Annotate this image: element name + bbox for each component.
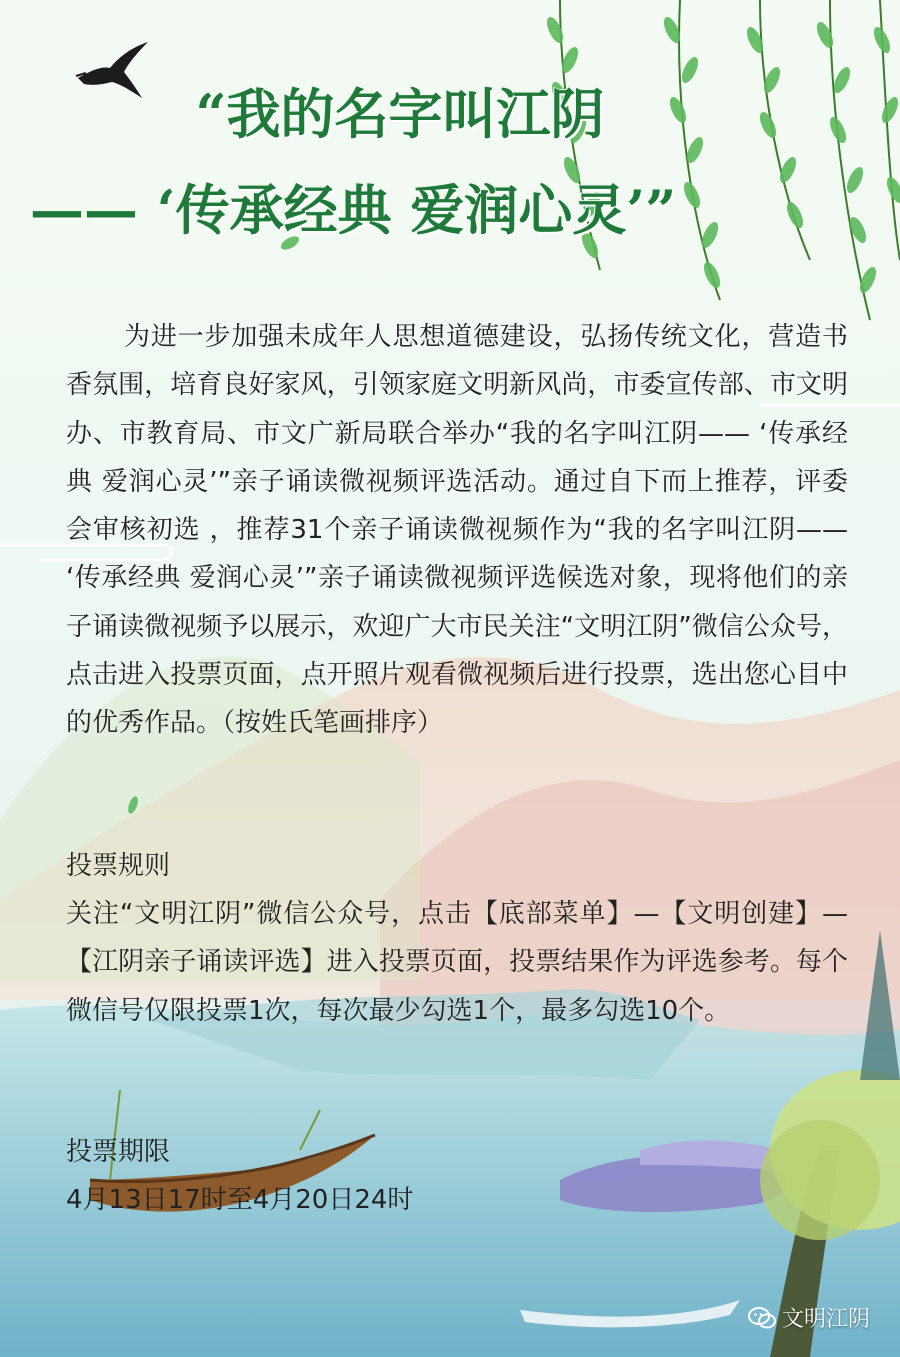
rules-heading: 投票规则 — [66, 851, 171, 881]
period-text: 4月13日17时至4月20日24时 — [66, 1185, 414, 1215]
intro-paragraph: 为进一步加强未成年人思想道德建设，弘扬传统文化，营造书香氛围，培育良好家风，引领家庭文明新风尚，市委宣传部、市文明办、市教育局、市文广新局联合举办“我的名字叫江阴—— ‘传承经典 爱润心灵’”亲子诵读微视频评选活动。通过自下而上推荐，评委会审核初选 ，推荐31个亲子诵读微视频作为“我的名字叫江阴—— ‘传承经典 爱润心灵’”亲子诵读微视频评选候选对象，现将他们的亲子诵读微视频予以展示，欢迎广大市民关注“文明江阴”微信公众号，点击进入投票页面，点开照片观看微视频后进行投票，选出您心目中的优秀作品。（按姓氏笔画排序） — [66, 322, 848, 739]
watermark — [748, 1302, 870, 1333]
watermark-label: 文明江阴 — [781, 1307, 870, 1332]
period-heading: 投票期限 — [66, 1137, 171, 1167]
page-title-line1: “我的名字叫江阴 — [195, 82, 605, 146]
wechat-icon — [748, 1306, 776, 1330]
page-title-line2: —— ‘传承经典 爱润心灵’” — [30, 178, 677, 242]
rules-text: 关注“文明江阴”微信公众号，点击【底部菜单】—【文明创建】—【江阴亲子诵读评选】进入投票页面，投票结果作为评选参考。每个微信号仅限投票1次，每次最少勾选1个，最多勾选10个。 — [66, 899, 848, 1026]
